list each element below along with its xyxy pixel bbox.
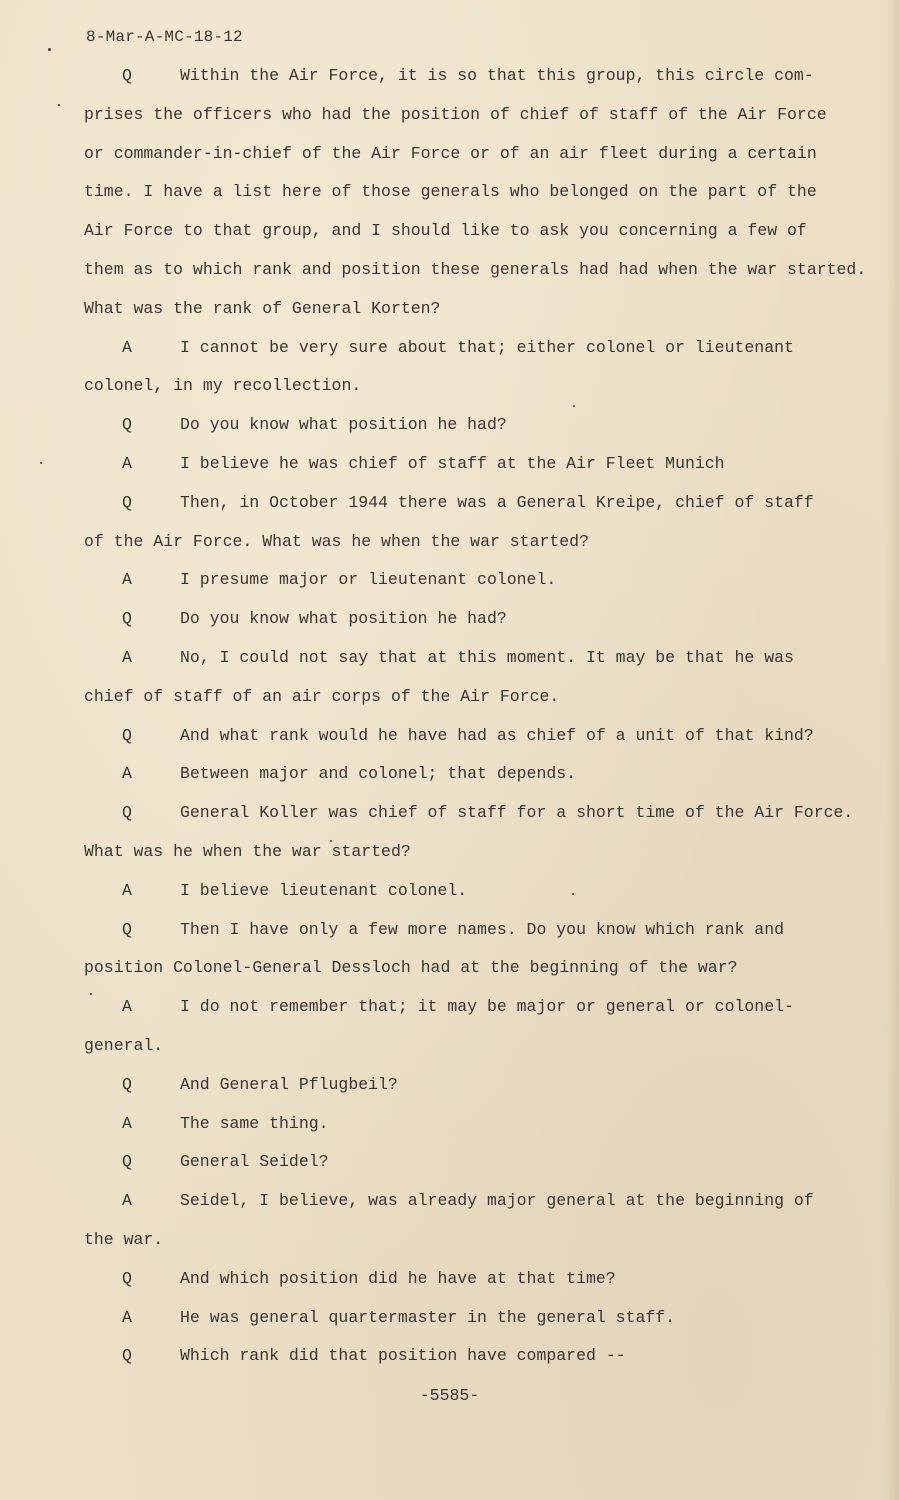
question-marker: Q: [122, 1074, 132, 1094]
transcript-line: Which rank did that position have compared --: [180, 1346, 626, 1366]
document-header: 8-Mar-A-MC-18-12: [86, 28, 243, 46]
question-marker: Q: [122, 803, 132, 823]
paper-speck: [58, 104, 60, 106]
answer-marker: A: [122, 454, 132, 473]
paper-speck: [572, 893, 574, 895]
question-marker: Q: [122, 415, 132, 435]
transcript-line: And General Pflugbeil?: [180, 1074, 398, 1094]
paper-speck: [40, 462, 42, 464]
question-marker: Q: [122, 1268, 132, 1288]
transcript-line: chief of staff of an air corps of the Air Force.: [84, 686, 560, 706]
transcript-line: I believe he was chief of staff at the Air Fleet Munich: [180, 454, 725, 473]
transcript-line: Seidel, I believe, was already major general at the beginning of: [180, 1191, 814, 1211]
transcript-line: prises the officers who had the position of chief of staff of the Air Force: [84, 104, 827, 124]
transcript-line: And what rank would he have had as chief of a unit of that kind?: [180, 725, 814, 745]
transcript-line: Air Force to that group, and I should like to ask you concerning a few of: [84, 221, 807, 241]
answer-marker: A: [122, 1191, 132, 1211]
answer-marker: A: [122, 1307, 132, 1327]
transcript-line: Do you know what position he had?: [180, 609, 507, 629]
answer-marker: A: [122, 570, 132, 590]
answer-marker: A: [122, 764, 132, 784]
transcript-line: Do you know what position he had?: [180, 415, 507, 435]
transcript-line: General Seidel?: [180, 1152, 329, 1172]
page-edge-shadow: [885, 0, 899, 1500]
answer-marker: A: [122, 997, 132, 1017]
question-marker: Q: [122, 609, 132, 629]
paper-speck: [330, 840, 332, 842]
transcript-line: Then, in October 1944 there was a General Kreipe, chief of staff: [180, 492, 814, 512]
transcript-line: General Koller was chief of staff for a short time of the Air Force.: [180, 803, 854, 823]
paper-speck: [573, 405, 575, 407]
transcript-line: time. I have a list here of those generals who belonged on the part of the: [84, 182, 817, 202]
answer-marker: A: [122, 337, 132, 357]
question-marker: Q: [122, 1346, 132, 1366]
paper-speck: [48, 48, 51, 51]
transcript-line: I believe lieutenant colonel.: [180, 880, 468, 900]
paper-speck: [90, 993, 92, 995]
transcript-line: I do not remember that; it may be major or general or colonel-: [180, 997, 794, 1017]
transcript-line: I cannot be very sure about that; either colonel or lieutenant: [180, 337, 794, 357]
question-marker: Q: [122, 492, 132, 512]
question-marker: Q: [122, 919, 132, 939]
page-number: -5585-: [419, 1386, 480, 1405]
transcript-line: colonel, in my recollection.: [84, 376, 362, 396]
transcript-line: No, I could not say that at this moment. It may be that he was: [180, 648, 794, 667]
transcript-line: What was the rank of General Korten?: [84, 298, 441, 318]
transcript-line: I presume major or lieutenant colonel.: [180, 570, 557, 590]
transcript-line: the war.: [84, 1230, 164, 1249]
transcript-line: He was general quartermaster in the general staff.: [180, 1307, 676, 1327]
answer-marker: A: [122, 880, 132, 900]
answer-marker: A: [122, 648, 132, 667]
transcript-line: What was he when the war started?: [84, 842, 411, 861]
question-marker: Q: [122, 66, 132, 85]
transcript-line: or commander-in-chief of the Air Force or of an air fleet during a certain: [84, 143, 817, 163]
transcript-line: Then I have only a few more names. Do you know which rank and: [180, 919, 784, 939]
transcript-line: of the Air Force. What was he when the war started?: [84, 531, 589, 551]
transcript-line: The same thing.: [180, 1113, 329, 1133]
transcript-line: Within the Air Force, it is so that this group, this circle com-: [180, 66, 814, 85]
question-marker: Q: [122, 1152, 132, 1172]
question-marker: Q: [122, 725, 132, 745]
transcript-line: them as to which rank and position these generals had had when the war started.: [84, 260, 867, 279]
transcript-line: position Colonel-General Dessloch had at the beginning of the war?: [84, 958, 738, 978]
answer-marker: A: [122, 1113, 132, 1133]
transcript-line: Between major and colonel; that depends.: [180, 764, 577, 784]
transcript-line: general.: [84, 1036, 164, 1055]
transcript-line: And which position did he have at that time?: [180, 1268, 616, 1288]
